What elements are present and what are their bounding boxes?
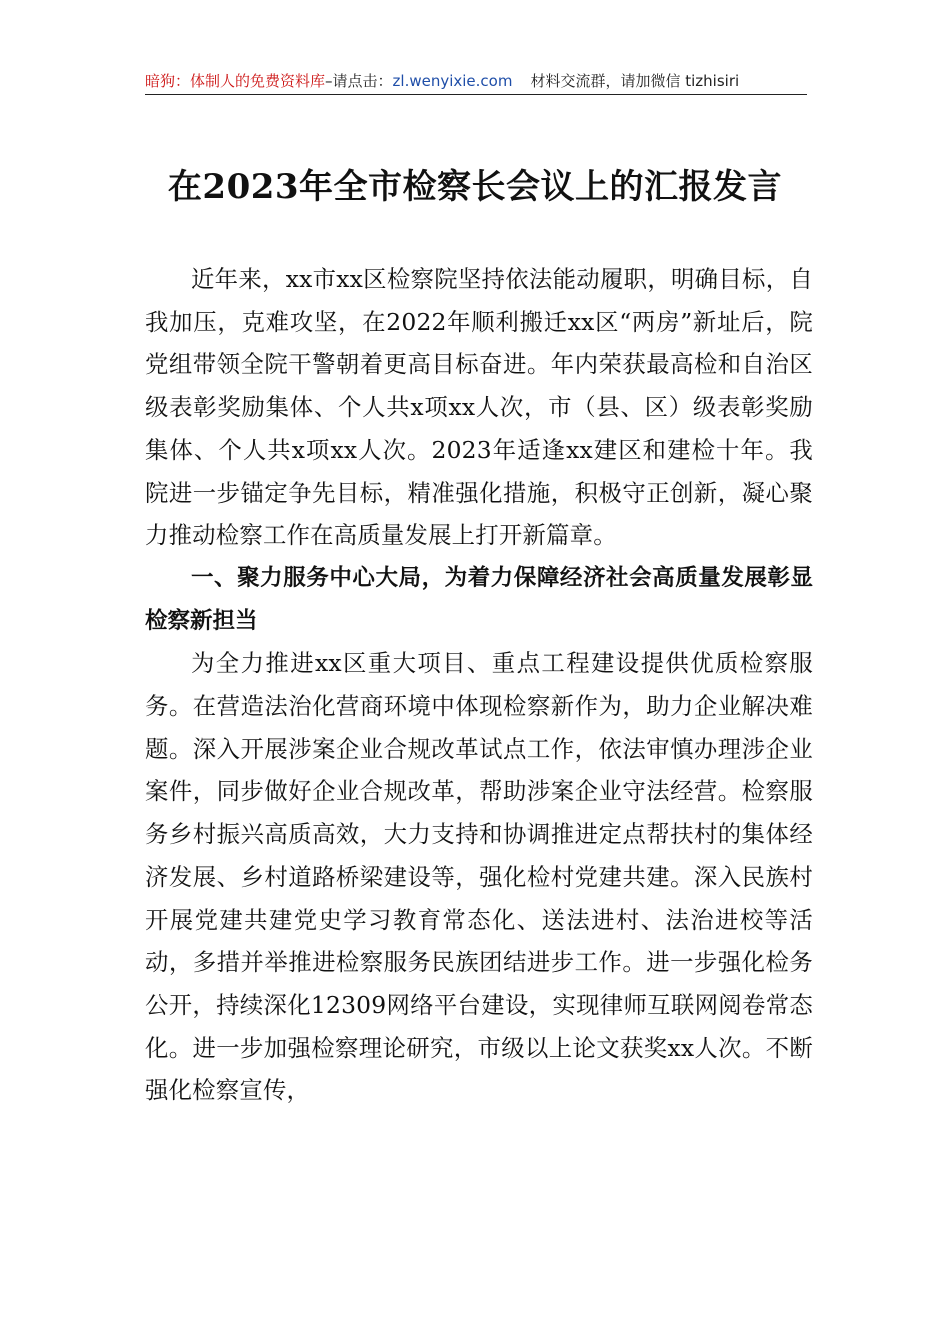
header-site-link[interactable]: zl.wenyixie.com <box>392 72 513 90</box>
page-header <box>145 70 807 95</box>
document-body <box>145 258 813 1112</box>
document-title: 在2023年全市检察长会议上的汇报发言 <box>167 167 783 207</box>
header-source-label: 暗狗：体制人的免费资料库 <box>145 72 326 90</box>
intro-paragraph: 近年来，xx市xx区检察院坚持依法能动履职，明确目标，自我加压，克难攻坚，在2022年顺利搬迁xx区“两房”新址后，院党组带领全院干警朝着更高目标奋进。年内荣获最高检和自治区级表彰奖励集体、个人共x项xx人次，市（县、区）级表彰奖励集体、个人共x项xx人次。2023年适逢xx建区和建检十年。我院进一步锚定争先目标，精准强化措施，积极守正创新，凝心聚力推动检察工作在高质量发展上打开新篇章。 <box>145 265 813 550</box>
header-click-label: –请点击： <box>325 72 393 90</box>
section-1-paragraph: 为全力推进xx区重大项目、重点工程建设提供优质检察服务。在营造法治化营商环境中体现检察新作为，助力企业解决难题。深入开展涉案企业合规改革试点工作，依法审慎办理涉企业案件，同步做好企业合规改革，帮助涉案企业守法经营。检察服务乡村振兴高质高效，大力支持和协调推进定点帮扶村的集体经济发展、乡村道路桥梁建设等，强化检村党建共建。深入民族村开展党建共建党史学习教育常态化、送法进村、法治进校等活动，多措并举推进检察服务民族团结进步工作。进一步强化检务公开，持续深化12309网络平台建设，实现律师互联网阅卷常态化。进一步加强检察理论研究，市级以上论文获奖xx人次。不断强化检察宣传， <box>145 649 813 1105</box>
section-1-heading: 一、聚力服务中心大局，为着力保障经济社会高质量发展彰显检察新担当 <box>145 564 813 634</box>
header-group-text: 材料交流群，请加微信 tizhisiri <box>530 72 740 90</box>
